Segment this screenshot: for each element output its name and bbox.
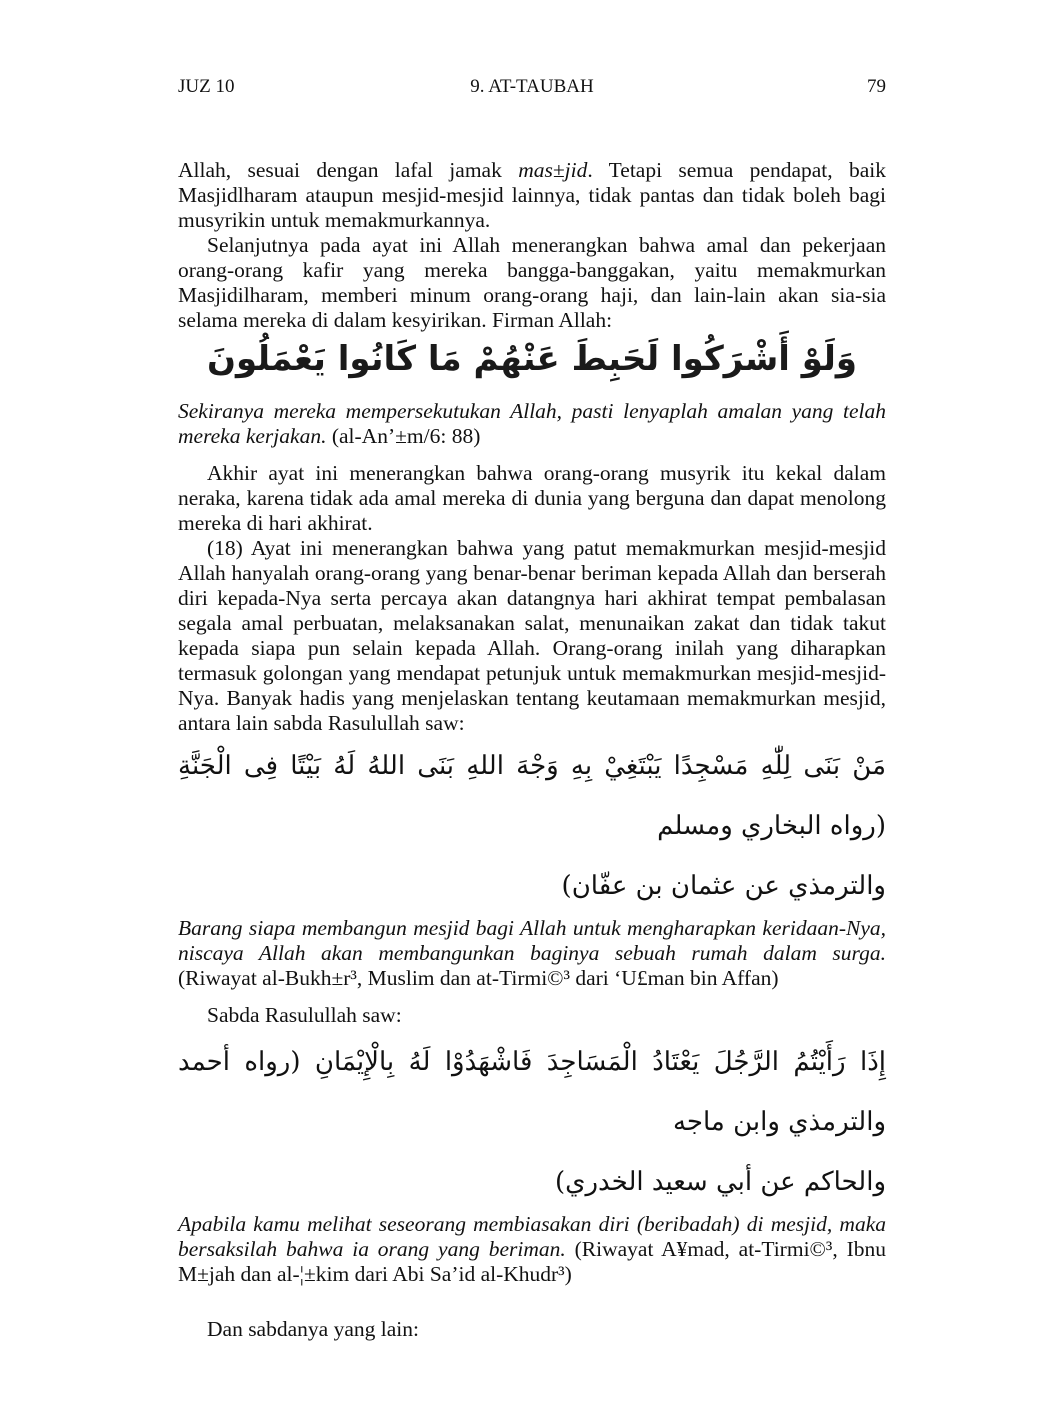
italic-term: mas±jid (518, 158, 588, 182)
paragraph-1: Allah, sesuai dengan lafal jamak mas±jid. Tetapi semua pendapat, baik Masjidlharam ataupun mesjid-mesjid lainnya, tidak pantas dan tidak boleh bagi musyrikin untuk memakmurkannya. (178, 158, 886, 232)
running-header (178, 70, 886, 110)
surah-title: 9. AT-TAUBAH (470, 76, 594, 97)
paragraph-2: Selanjutnya pada ayat ini Allah menerangkan bahwa amal dan pekerjaan orang-orang kafir yang mereka bangga-banggakan, yaitu memakmurkan Masjidilharam, memberi minum orang-orang haji, dan lain-lain akan sia-sia selama mereka di dalam kesyirikan. Firman Allah: (178, 233, 886, 332)
page-number: 79 (867, 76, 886, 97)
paragraph-5: Sabda Rasulullah saw: (207, 1003, 402, 1027)
verse-translation: Sekiranya mereka mempersekutukan Allah, pasti lenyaplah amalan yang telah mereka kerjakan. (al-An’±m/6: 88) (178, 399, 886, 448)
juz-label: JUZ 10 (178, 76, 235, 97)
paragraph-4: (18) Ayat ini menerangkan bahwa yang patut memakmurkan mesjid-mesjid Allah hanyalah orang-orang yang benar-benar beriman kepada Allah dan berserah diri kepada-Nya serta percaya akan datangnya hari akhirat tempat pembalasan segala amal perbuatan, melaksanakan salat, menunaikan zakat dan tidak takut kepada siapa pun selain kepada Allah. Orang-orang inilah yang diharapkan termasuk golongan yang mendapat petunjuk untuk memakmurkan mesjid-mesjid-Nya. Banyak hadis yang menjelaskan tentang keutamaan memakmurkan mesjid, antara lain sabda Rasulullah saw: (178, 536, 886, 735)
document-page (178, 70, 886, 110)
quran-verse-calligraphy: وَلَوْ أَشْرَكُوا لَحَبِطَ عَنْهُمْ مَا كَانُوا يَعْمَلُونَ (206, 339, 858, 379)
paragraph-6: Dan sabdanya yang lain: (207, 1317, 419, 1341)
hadith-arabic-2: إِذَا رَأَيْتُمُ الرَّجُلَ يَعْتَادُ الْمَسَاجِدَ فَاشْهَدُوْا لَهُ بِالْإِيْمَانِ (رواه أحمد والترمذي وابن ماجه والحاكم عن أبي سعيد الخدري) (178, 1047, 886, 1197)
hadith-translation-2: Apabila kamu melihat seseorang membiasakan diri (beribadah) di mesjid, maka bersaksilah bahwa ia orang yang beriman. (Riwayat A¥mad, at-Tirmi©³, Ibnu M±jah dan al-¦±kim dari Abi Sa’id al-Khudr³) (178, 1212, 886, 1286)
document-body (178, 158, 886, 1342)
paragraph-3: Akhir ayat ini menerangkan bahwa orang-orang musyrik itu kekal dalam neraka, karena tidak ada amal mereka di dunia yang berguna dan dapat menolong mereka di hari akhirat. (178, 461, 886, 535)
hadith-translation-1: Barang siapa membangun mesjid bagi Allah untuk mengharapkan keridaan-Nya, niscaya Allah akan membangunkan baginya sebuah rumah dalam surga. (Riwayat al-Bukh±r³, Muslim dan at-Tirmi©³ dari ‘U£man bin Affan) (178, 916, 886, 990)
hadith-arabic-1: مَنْ بَنَى لِلّٰهِ مَسْجِدًا يَبْتَغِيْ بِهِ وَجْهَ اللهِ بَنَى اللهُ لَهُ بَيْتًا فِى الْجَنَّةِ (رواه البخاري ومسلم والترمذي عن عثمان بن عفّان) (178, 751, 887, 901)
